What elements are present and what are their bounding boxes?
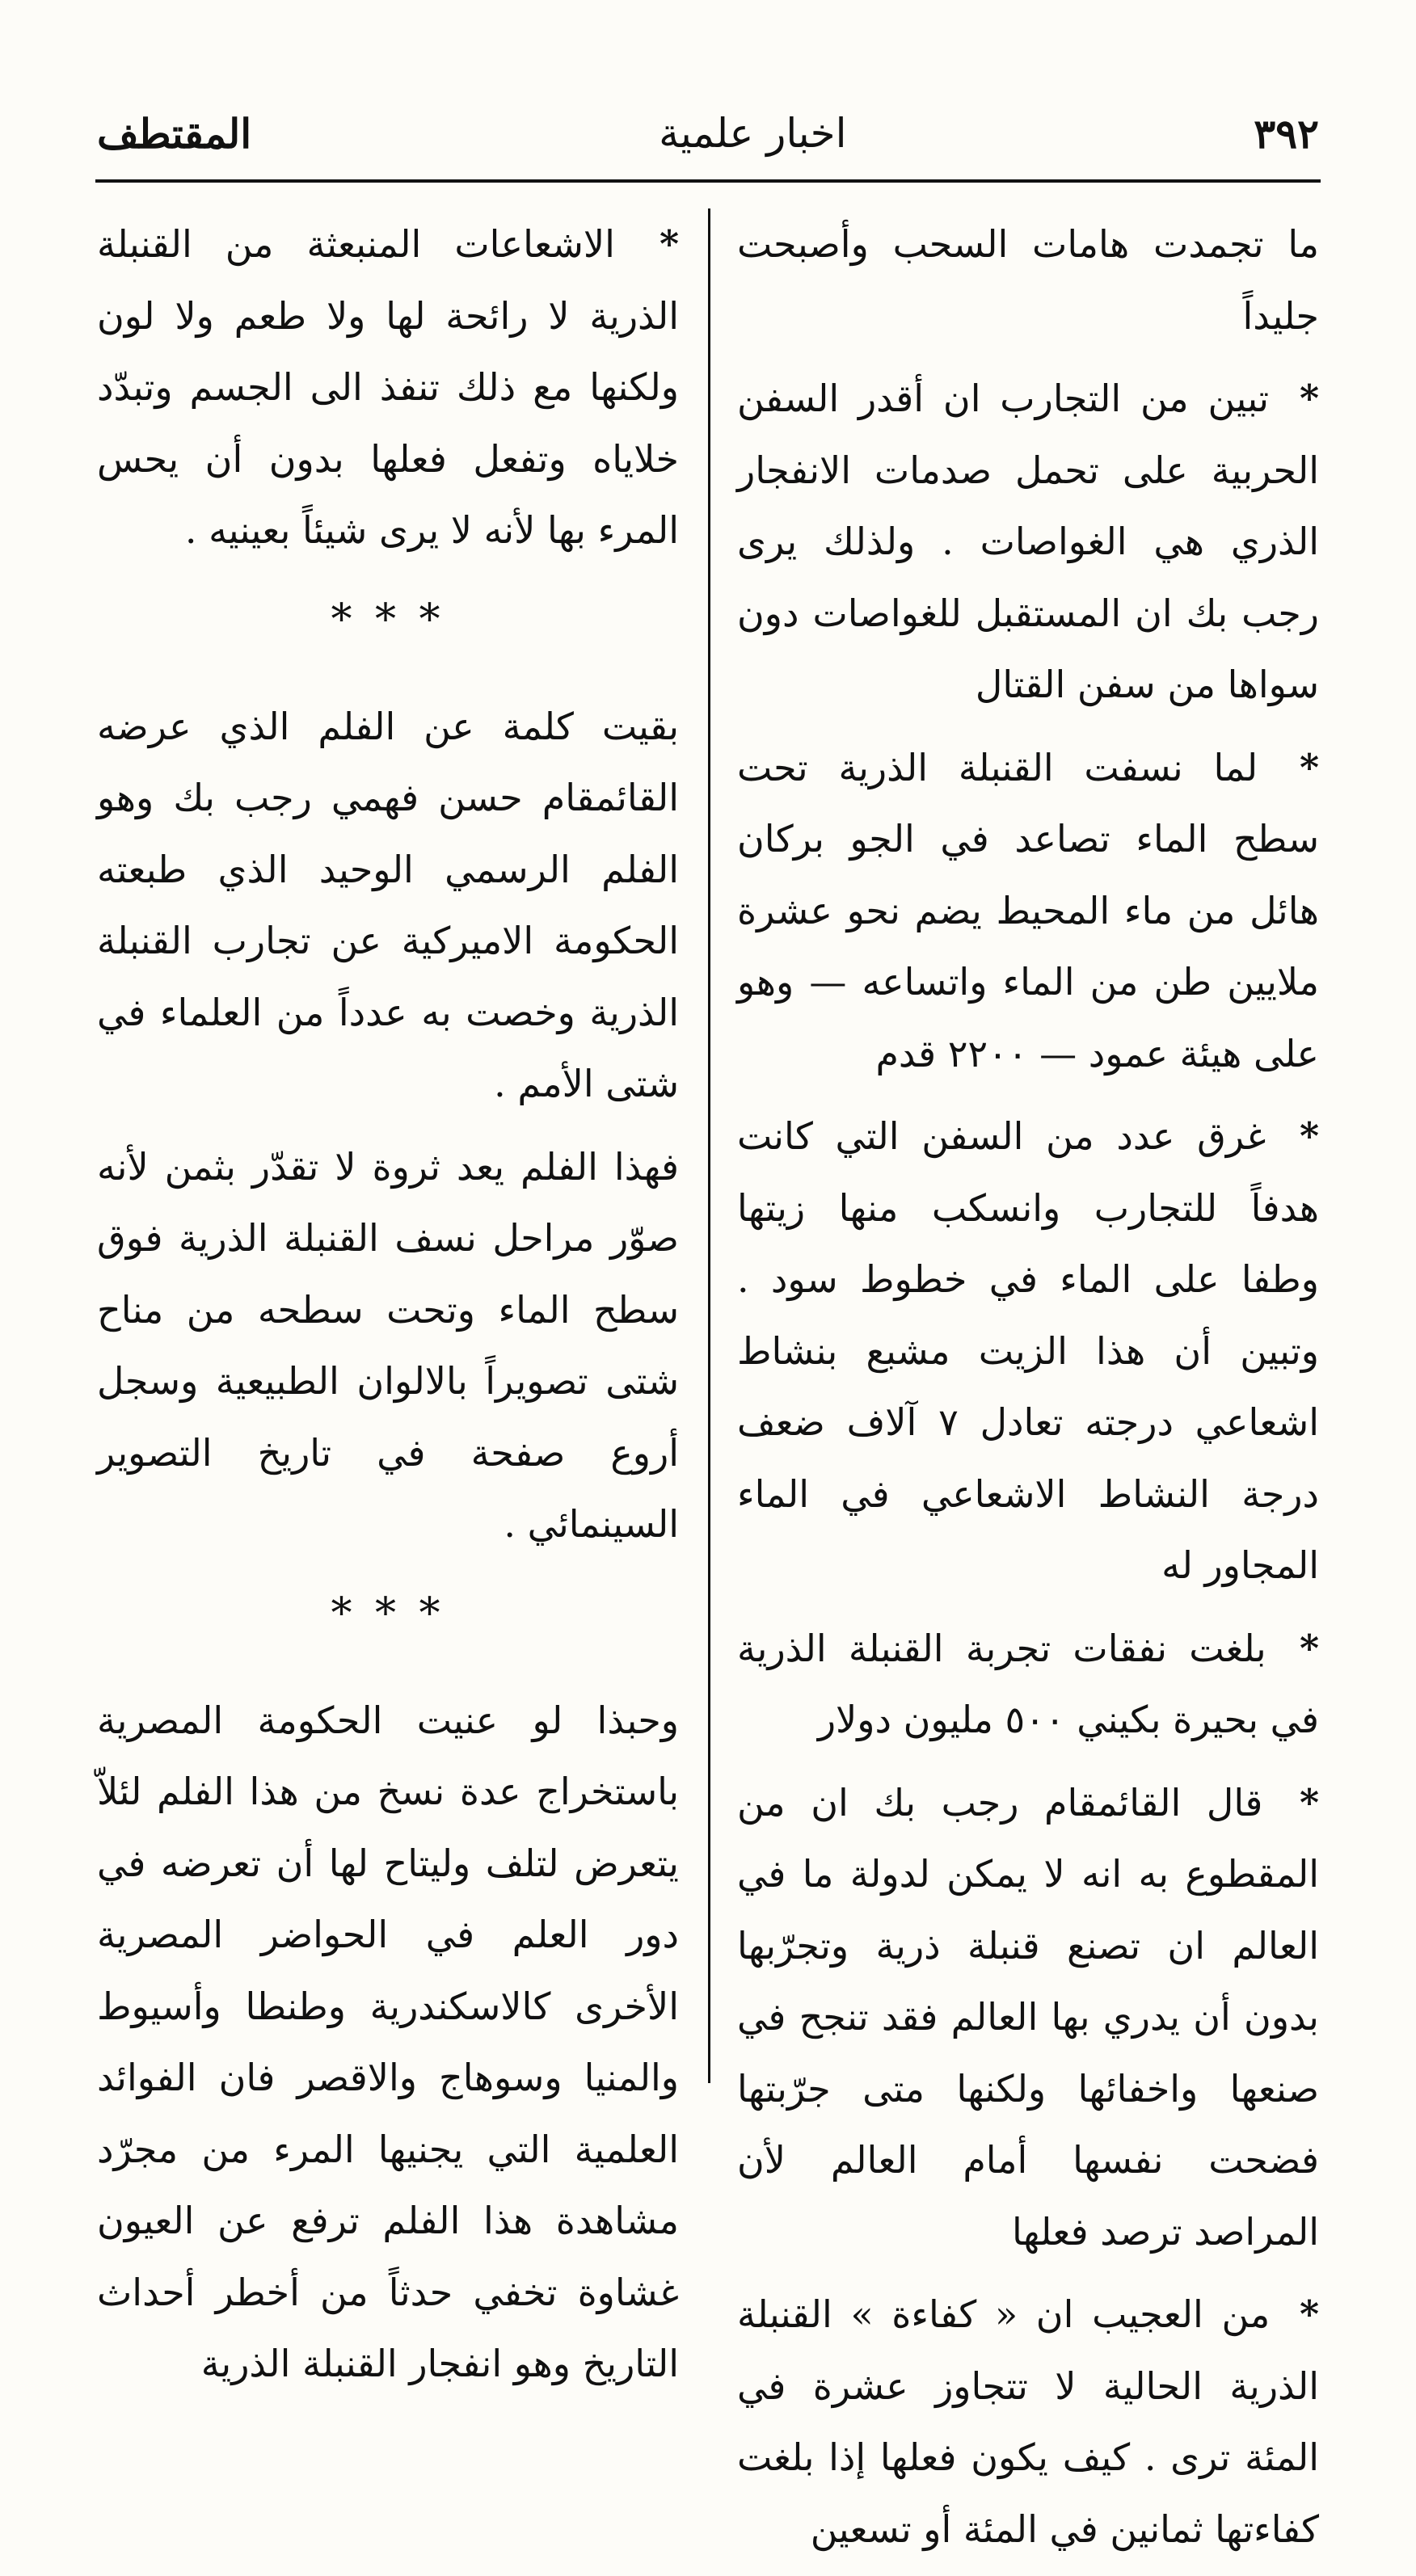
journal-name: المقتطف [97,109,252,158]
asterisk-bullet: * [1299,745,1319,789]
left-column [97,208,679,2411]
news-item-detection: * قال القائمقام رجب بك ان من المقطوع به انه لا يمكن لدولة ما في العالم ان تصنع قنبلة ذرية وتجرّبها بدون أن يدري بها العالم فقد تنجح في صنعها واخفائها ولكنها متى جرّبتها فضحت نفسها أمام العالم لأن المراصد ترصد فعلها [737,1780,1319,2254]
header-rule [95,179,1321,183]
closing-paragraph: وحبذا لو عنيت الحكومة المصرية باستخراج عدة نسخ من هذا الفلم لئلاّ يتعرض لتلف وليتاح لها أن تعرضه في دور العلم في الحواضر المصرية الأخرى كالاسكندرية وطنطا وأسيوط والمنيا وسوهاج والاقصر فان الفوائد العلمية التي يجنيها المرء من مجرّد مشاهدة هذا الفلم ترفع عن العيون غشاوة تخفي حدثاً من أخطر أحداث التاريخ وهو انفجار القنبلة الذرية [97,1698,679,2385]
column-divider [708,208,710,2083]
news-item-sunk-ships: * غرق عدد من السفن التي كانت هدفاً للتجارب وانسكب منها زيتها وطفا على الماء في خطوط سود . وتبين أن هذا الزيت مشبع بنشاط اشعاعي درجته تعادل ٧ آلاف ضعف درجة النشاط الاشعاعي في الماء المجاور له [737,1114,1320,1587]
asterisk-bullet: * [659,222,679,266]
asterisk-bullet: * [1299,1780,1319,1825]
news-item-underwater-blast: * لما نسفت القنبلة الذرية تحت سطح الماء تصاعد في الجو بركان هائل من ماء المحيط يضم نحو عشرة ملايين طن من الماء واتساعه — وهو على هيئة عمود — ٢٢٠٠ قدم [737,745,1319,1075]
news-item-efficiency: * من العجيب ان « كفاءة » القنبلة الذرية الحالية لا تتجاوز عشرة في المئة ترى . كيف يكون فعلها إذا بلغت كفاءتها ثمانين في المئة أو تسعين [737,2292,1320,2551]
right-column [737,208,1319,2576]
film-paragraph-2: فهذا الفلم يعد ثروة لا تقدّر بثمن لأنه صوّر مراحل نسف القنبلة الذرية فوق سطح الماء وتحت سطحه من مناح شتى تصويراً بالالوان الطبيعية وسجل أروع صفحة في تاريخ التصوير السينمائي . [97,1144,679,1546]
news-item-submarines: * تبين من التجارب ان أقدر السفن الحربية على تحمل صدمات الانفجار الذري هي الغواصات . ولذلك يرى رجب بك ان المستقبل للغواصات دون سواها من سفن القتال [737,377,1320,706]
asterisk-bullet: * [1299,377,1320,420]
asterisk-bullet: * [1299,1114,1320,1158]
news-item-radiation: * الاشعاعات المنبعثة من القنبلة الذرية لا رائحة لها ولا طعم ولا لون ولكنها مع ذلك تنفذ الى الجسم وتبدّد خلاياه وتفعل فعلها بدون أن يحس المرء بها لأنه لا يرى شيئاً بعينيه . [97,222,679,552]
film-paragraph: بقيت كلمة عن الفلم الذي عرضه القائمقام حسن فهمي رجب بك وهو الفلم الرسمي الوحيد الذي طبعته الحكومة الاميركية عن تجارب القنبلة الذرية وخصت به عدداً من العلماء في شتى الأمم . [97,704,679,1105]
section-break-stars: * * * [331,595,445,644]
page-number: ٣٩٢ [1254,109,1319,158]
news-item-cost: * بلغت نفقات تجربة القنبلة الذرية في بحيرة بكيني ٥٠٠ مليون دولار [737,1626,1319,1741]
section-title: اخبار علمية [659,110,847,157]
asterisk-bullet: * [1299,2292,1320,2336]
section-break-stars: * * * [331,1589,445,1638]
continuation-paragraph: ما تجمدت هامات السحب وأصبحت جليداً [737,222,1319,338]
page-header [97,97,1319,170]
asterisk-bullet: * [1299,1626,1319,1670]
